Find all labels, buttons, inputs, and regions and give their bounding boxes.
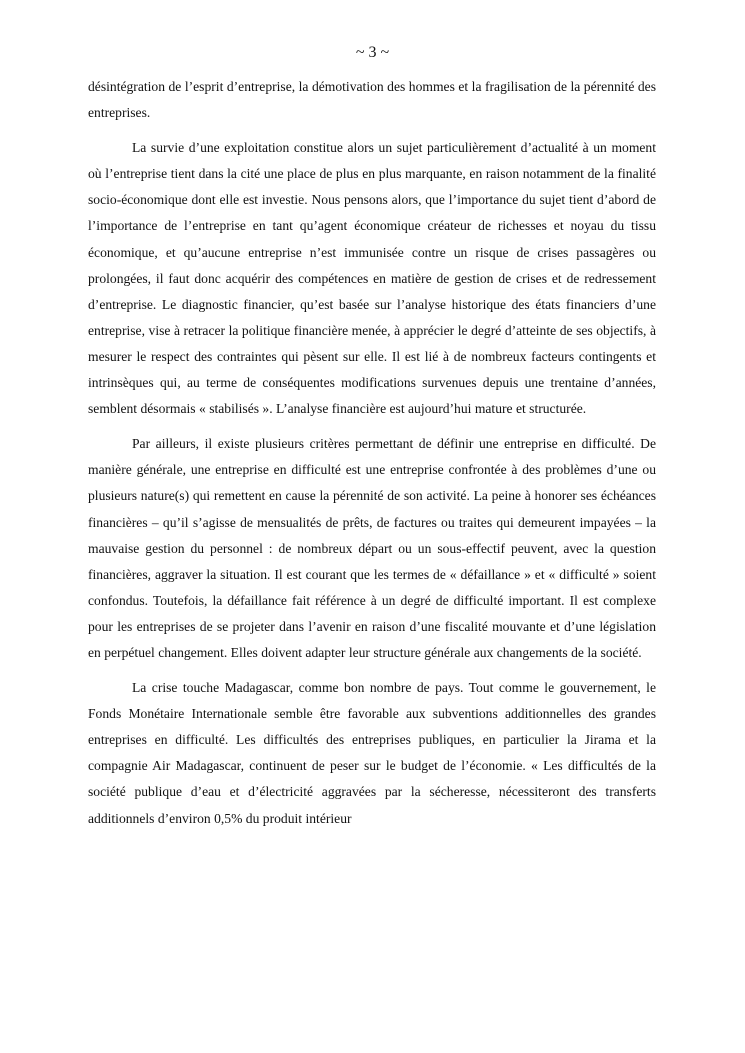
paragraph-entreprise-en-difficulte: Par ailleurs, il existe plusieurs critères permettant de définir une entreprise en difficulté. De manière générale, une entreprise en difficulté est une entreprise confrontée à des problèmes d’une ou plusieurs nature(s) qui remettent en cause la pérennité de son activité. La peine à honorer ses échéances financières – qu’il s’agisse de mensualités de prêts, de factures ou traites qui demeurent impayées – la mauvaise gestion du personnel : de nombreux départ ou un sous-effectif peuvent, avec la question financières, aggraver la situation. Il est courant que les termes de « défaillance » et « difficulté » soient confondus. Toutefois, la défaillance fait référence à un degré de difficulté important. Il est complexe pour les entreprises de se projeter dans l’avenir en raison d’une fiscalité mouvante et d’une législation en perpétuel changement. Elles doivent adapter leur structure générale aux changements de la société. [88, 436, 656, 660]
paragraph-crise-madagascar: La crise touche Madagascar, comme bon nombre de pays. Tout comme le gouvernement, le Fonds Monétaire Internationale semble être favorable aux subventions additionnelles des grandes entreprises en difficulté. Les difficultés des entreprises publiques, en particulier la Jirama et la compagnie Air Madagascar, continuent de peser sur le budget de l’économie. « Les difficultés de la société publique d’eau et d’électricité aggravées par la sécheresse, nécessiteront des transferts additionnels d’environ 0,5% du produit intérieur [88, 680, 656, 826]
page-number: ~ 3 ~ [355, 44, 390, 61]
paragraph-continuation: désintégration de l’esprit d’entreprise, la démotivation des hommes et la fragilisation de la pérennité des entreprises. [88, 79, 656, 121]
body-text [88, 74, 656, 832]
paragraph-survie-exploitation: La survie d’une exploitation constitue alors un sujet particulièrement d’actualité à un moment où l’entreprise tient dans la cité une place de plus en plus marquante, en raison notamment de la finalité socio-économique dont elle est investie. Nous pensons alors, que l’importance du sujet tient d’abord de l’importance de l’entreprise en tant qu’agent économique créateur de richesses et noyau du tissu économique, et qu’aucune entreprise n’est immunisée contre un risque de crises passagères ou prolongées, il faut donc acquérir des compétences en matière de gestion de crises et de redressement d’entreprise. Le diagnostic financier, qu’est basée sur l’analyse historique des états financiers d’une entreprise, vise à retracer la politique financière menée, à apprécier le degré d’atteinte de ses objectifs, à mesurer le respect des contraintes qui pèsent sur elle. Il est lié à de nombreux facteurs contingents et intrinsèques qui, au terme de conséquentes modifications survenues depuis une trentaine d’années, semblent désormais « stabilisés ». L’analyse financière est aujourd’hui mature et structurée. [88, 140, 656, 417]
